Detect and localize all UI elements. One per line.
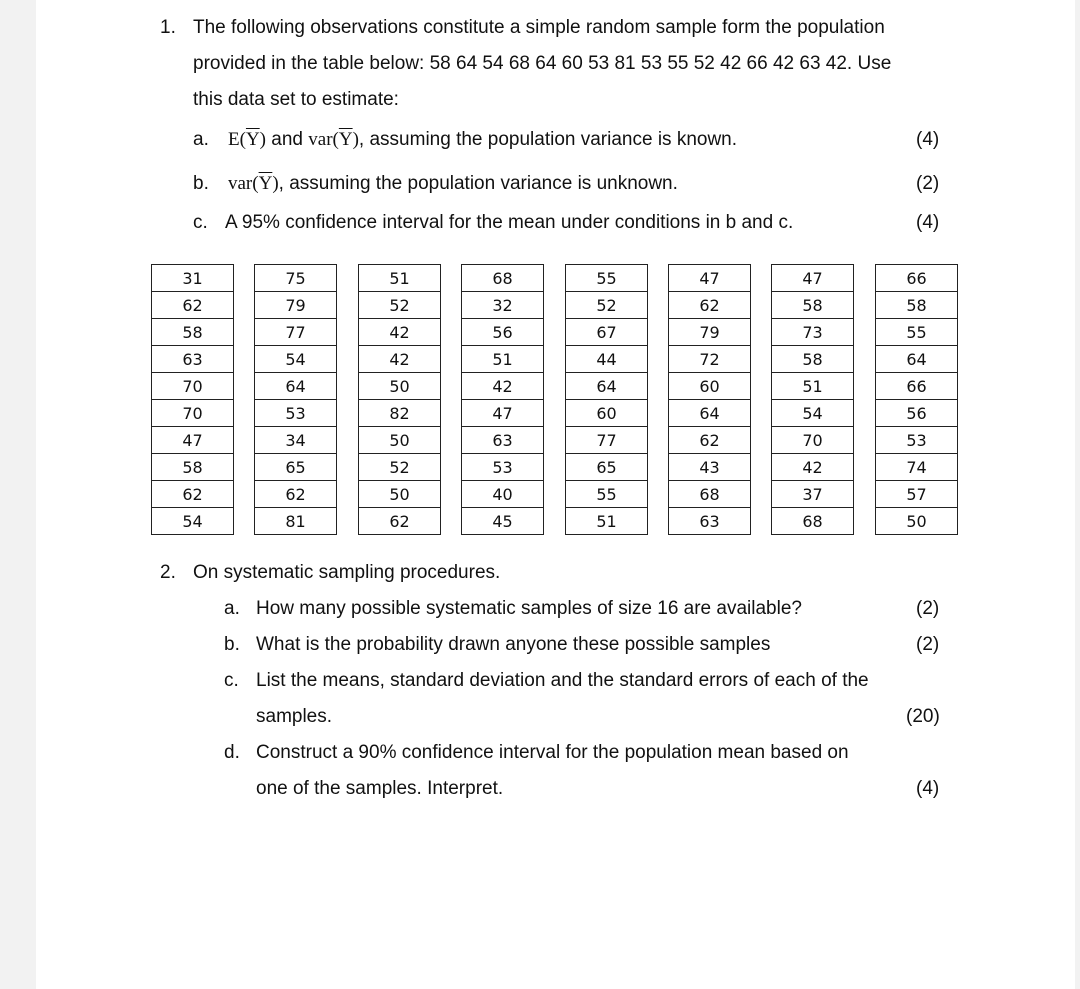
table-cell: 42 [772,454,854,481]
table-cell: 64 [876,346,958,373]
q1-number: 1. [160,17,176,38]
table-row [876,454,958,481]
table-row [566,265,648,292]
table-row [772,373,854,400]
table-cell: 52 [566,292,648,319]
table-row [566,400,648,427]
table-cell: 72 [669,346,751,373]
table-row [566,292,648,319]
table-cell: 64 [669,400,751,427]
table-row [255,508,337,535]
q2c-marks: (20) [906,706,940,727]
table-cell: 68 [772,508,854,535]
table-row [462,346,544,373]
table-row [255,427,337,454]
table-cell: 45 [462,508,544,535]
table-row [462,265,544,292]
table-cell: 70 [152,373,234,400]
table-cell: 42 [462,373,544,400]
table-cell: 54 [772,400,854,427]
table-cell: 62 [669,292,751,319]
table-row [255,319,337,346]
table-cell: 52 [359,454,441,481]
table-cell: 63 [462,427,544,454]
q2-number: 2. [160,562,176,583]
table-cell: 42 [359,319,441,346]
table-cell: 51 [566,508,648,535]
table-column-2 [254,264,337,535]
q2c-text-line-1: List the means, standard deviation and the standard errors of each of the [256,670,869,691]
q1b-text: $var(\overline{Y})$, assuming the population variance is unknown. [228,173,678,194]
q2d-text-line-2: one of the samples. Interpret. [256,778,504,799]
table-cell: 62 [152,292,234,319]
table-row [359,427,441,454]
table-cell: 62 [669,427,751,454]
table-cell: 60 [669,373,751,400]
q1-line-1: The following observations constitute a simple random sample form the population [193,17,885,38]
table-cell: 66 [876,373,958,400]
table-cell: 50 [876,508,958,535]
table-row [255,373,337,400]
table-cell: 52 [359,292,441,319]
table-row [359,481,441,508]
table-row [359,346,441,373]
table-row [669,400,751,427]
table-cell: 44 [566,346,648,373]
table-cell: 62 [359,508,441,535]
table-cell: 54 [255,346,337,373]
table-row [669,427,751,454]
q2b-text: What is the probability drawn anyone these possible samples [256,634,771,655]
table-cell: 77 [566,427,648,454]
q2c-text-line-2: samples. [256,706,333,727]
table-cell: 81 [255,508,337,535]
table-row [152,427,234,454]
table-row [152,265,234,292]
table-cell: 62 [152,481,234,508]
table-row [669,346,751,373]
q2b-letter: b. [224,634,240,655]
table-cell: 79 [669,319,751,346]
table-cell: 77 [255,319,337,346]
q2a-letter: a. [224,598,240,619]
q2d-letter: d. [224,742,240,763]
table-cell: 50 [359,373,441,400]
table-row [566,346,648,373]
table-row [876,427,958,454]
q1-line-2: provided in the table below: 58 64 54 68 64 60 53 81 53 55 52 42 66 42 63 42. Use [193,53,892,74]
table-row [566,481,648,508]
q2a-text: How many possible systematic samples of size 16 are available? [256,598,802,619]
table-column-6 [668,264,751,535]
q1-line-3: this data set to estimate: [193,89,399,110]
table-cell: 34 [255,427,337,454]
table-cell: 82 [359,400,441,427]
table-row [255,481,337,508]
table-row [152,292,234,319]
table-column-3 [358,264,441,535]
q2d-marks: (4) [916,778,940,799]
table-row [359,265,441,292]
table-row [772,292,854,319]
table-row [152,346,234,373]
table-cell: 51 [359,265,441,292]
table-column-5 [565,264,648,535]
table-row [669,481,751,508]
table-cell: 47 [462,400,544,427]
table-row [876,346,958,373]
table-cell: 64 [566,373,648,400]
table-row [152,373,234,400]
table-row [255,400,337,427]
var-ybar-formula: $var(\overline{Y})$ [308,129,359,150]
q2d-text-line-1: Construct a 90% confidence interval for the population mean based on [256,742,849,763]
q1a-text: $E(\overline{Y})$ and $var(\overline{Y})$, assuming the population variance is known. [228,129,738,150]
table-row [152,400,234,427]
table-row [152,319,234,346]
table-cell: 50 [359,481,441,508]
var-ybar-formula: $var(\overline{Y})$ [228,173,279,194]
table-row [876,265,958,292]
table-row [772,454,854,481]
table-row [876,508,958,535]
table-cell: 53 [462,454,544,481]
table-cell: 67 [566,319,648,346]
table-row [462,400,544,427]
table-cell: 32 [462,292,544,319]
table-row [876,481,958,508]
table-cell: 70 [152,400,234,427]
table-row [152,454,234,481]
table-row [359,400,441,427]
q2c-letter: c. [224,670,239,691]
table-row [876,319,958,346]
table-cell: 66 [876,265,958,292]
table-row [772,346,854,373]
table-cell: 53 [876,427,958,454]
table-cell: 68 [669,481,751,508]
table-cell: 73 [772,319,854,346]
table-cell: 70 [772,427,854,454]
table-row [772,400,854,427]
q1b-marks: (2) [916,173,940,194]
table-cell: 58 [772,346,854,373]
table-cell: 57 [876,481,958,508]
table-cell: 75 [255,265,337,292]
table-row [772,319,854,346]
table-row [152,481,234,508]
table-row [462,292,544,319]
table-cell: 56 [462,319,544,346]
q2a-marks: (2) [916,598,940,619]
table-row [462,427,544,454]
table-cell: 31 [152,265,234,292]
table-row [772,427,854,454]
q1a-letter: a. [193,129,209,150]
table-row [772,508,854,535]
table-cell: 65 [566,454,648,481]
table-row [566,454,648,481]
table-row [255,454,337,481]
table-row [669,319,751,346]
table-row [462,481,544,508]
table-row [566,319,648,346]
table-cell: 68 [462,265,544,292]
table-row [876,400,958,427]
table-cell: 37 [772,481,854,508]
table-row [669,265,751,292]
table-cell: 54 [152,508,234,535]
table-row [876,373,958,400]
table-cell: 43 [669,454,751,481]
table-row [669,508,751,535]
table-cell: 63 [152,346,234,373]
expectation-ybar-formula: $E(\overline{Y})$ [228,129,266,150]
table-cell: 64 [255,373,337,400]
table-row [669,373,751,400]
table-cell: 47 [152,427,234,454]
table-cell: 60 [566,400,648,427]
table-row [772,481,854,508]
table-cell: 56 [876,400,958,427]
table-cell: 62 [255,481,337,508]
table-cell: 63 [669,508,751,535]
table-row [359,454,441,481]
table-column-7 [771,264,854,535]
table-cell: 58 [876,292,958,319]
table-row [566,373,648,400]
table-row [152,508,234,535]
table-row [359,319,441,346]
q1c-marks: (4) [916,212,940,233]
table-cell: 50 [359,427,441,454]
table-row [669,454,751,481]
table-cell: 42 [359,346,441,373]
q1a-marks: (4) [916,129,940,150]
table-row [359,373,441,400]
q1c-text: A 95% confidence interval for the mean under conditions in b and c. [225,212,794,233]
table-cell: 55 [566,265,648,292]
table-column-4 [461,264,544,535]
table-column-1 [151,264,234,535]
table-cell: 55 [566,481,648,508]
table-row [462,319,544,346]
table-cell: 58 [152,454,234,481]
table-row [566,427,648,454]
table-column-8 [875,264,958,535]
table-cell: 65 [255,454,337,481]
table-cell: 55 [876,319,958,346]
table-row [876,292,958,319]
table-cell: 79 [255,292,337,319]
table-row [255,346,337,373]
table-cell: 47 [669,265,751,292]
table-row [462,373,544,400]
table-row [359,508,441,535]
table-row [255,292,337,319]
q2-title: On systematic sampling procedures. [193,562,501,583]
table-row [669,292,751,319]
table-cell: 51 [462,346,544,373]
table-row [462,454,544,481]
document-page [36,0,1075,989]
table-row [566,508,648,535]
table-cell: 74 [876,454,958,481]
table-cell: 53 [255,400,337,427]
table-cell: 58 [772,292,854,319]
table-row [359,292,441,319]
q1c-letter: c. [193,212,208,233]
table-row [255,265,337,292]
table-cell: 58 [152,319,234,346]
q1b-letter: b. [193,173,209,194]
table-cell: 40 [462,481,544,508]
q2b-marks: (2) [916,634,940,655]
table-cell: 47 [772,265,854,292]
table-row [772,265,854,292]
table-row [462,508,544,535]
table-cell: 51 [772,373,854,400]
